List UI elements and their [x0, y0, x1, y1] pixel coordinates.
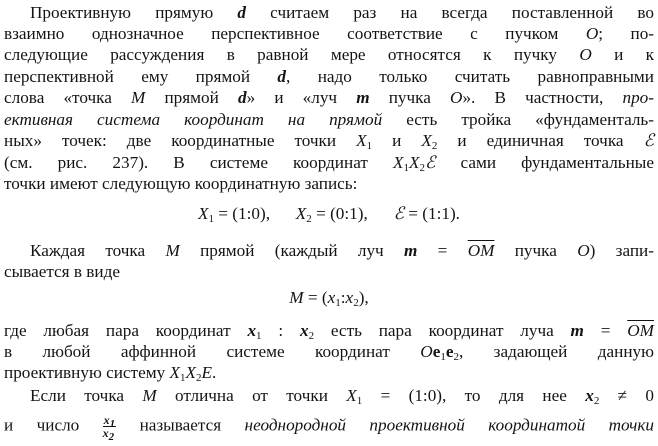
equation-fundamental-points: $X_1$ = (1:0), $X_2$ = (0:1), ℰ = (1:1). [198, 204, 460, 225]
paragraph-4-line-1: Если точка M отлична от точки $X_1$ = (1:0), то для нее $x_2 \ne 0$ [30, 386, 655, 407]
paragraph-4-line-2: и число $\frac{x_1}{x_2}$ называется неоднородной проективной координатой точки [4, 413, 654, 443]
paragraph-3-line-1: где любая пара координат $x_1$ : $x_2$ есть пара координат луча $m = \overline{OM}$ [4, 321, 654, 342]
paragraph-2-line-1: Каждая точка M прямой (каждый луч $m = \overline{OM}$ пучка O) запи- [30, 241, 654, 260]
paragraph-1-line-1: Проективную прямую d считаем раз на всегда поставленной во [30, 3, 654, 22]
paragraph-3-line-2: в любой аффинной системе координат $Oe_1e_2$, задающей данную [4, 342, 654, 363]
paragraph-1-line-2: взаимно однозначное перспективное соответствие с пучком O; по- [4, 24, 655, 43]
equation-point-coordinates: $M = (x_1:x_2)$, [289, 288, 369, 309]
paragraph-2-line-2: сывается в виде [4, 262, 120, 281]
paragraph-3-line-3: проективную систему $X_1X_2E$. [4, 363, 217, 384]
paragraph-1-line-4: перспективной ему прямой d, надо только считать равноправными [4, 67, 654, 86]
paragraph-1-line-8: (см. рис. 237). В системе координат $X_1X_2ℰ$ сами фундаментальные [4, 153, 654, 174]
paragraph-1-line-9: точки имеют следующую координатную запись: [4, 174, 358, 193]
paragraph-1-line-6: ективная система координат на прямой есть тройка «фундаменталь- [4, 110, 654, 129]
fraction-x1-over-x2: $\frac{x_1}{x_2}$ [102, 413, 116, 443]
paragraph-1-line-5: слова «точка M прямой d» и «луч m пучка O». В частности, про- [4, 88, 654, 107]
paragraph-1-line-3: следующие рассуждения в равной мере относятся к пучку O и к [4, 45, 654, 64]
paragraph-1-line-7: ных» точек: две координатные точки $X_1$ и $X_2$ и единичная точка ℰ [4, 131, 654, 152]
